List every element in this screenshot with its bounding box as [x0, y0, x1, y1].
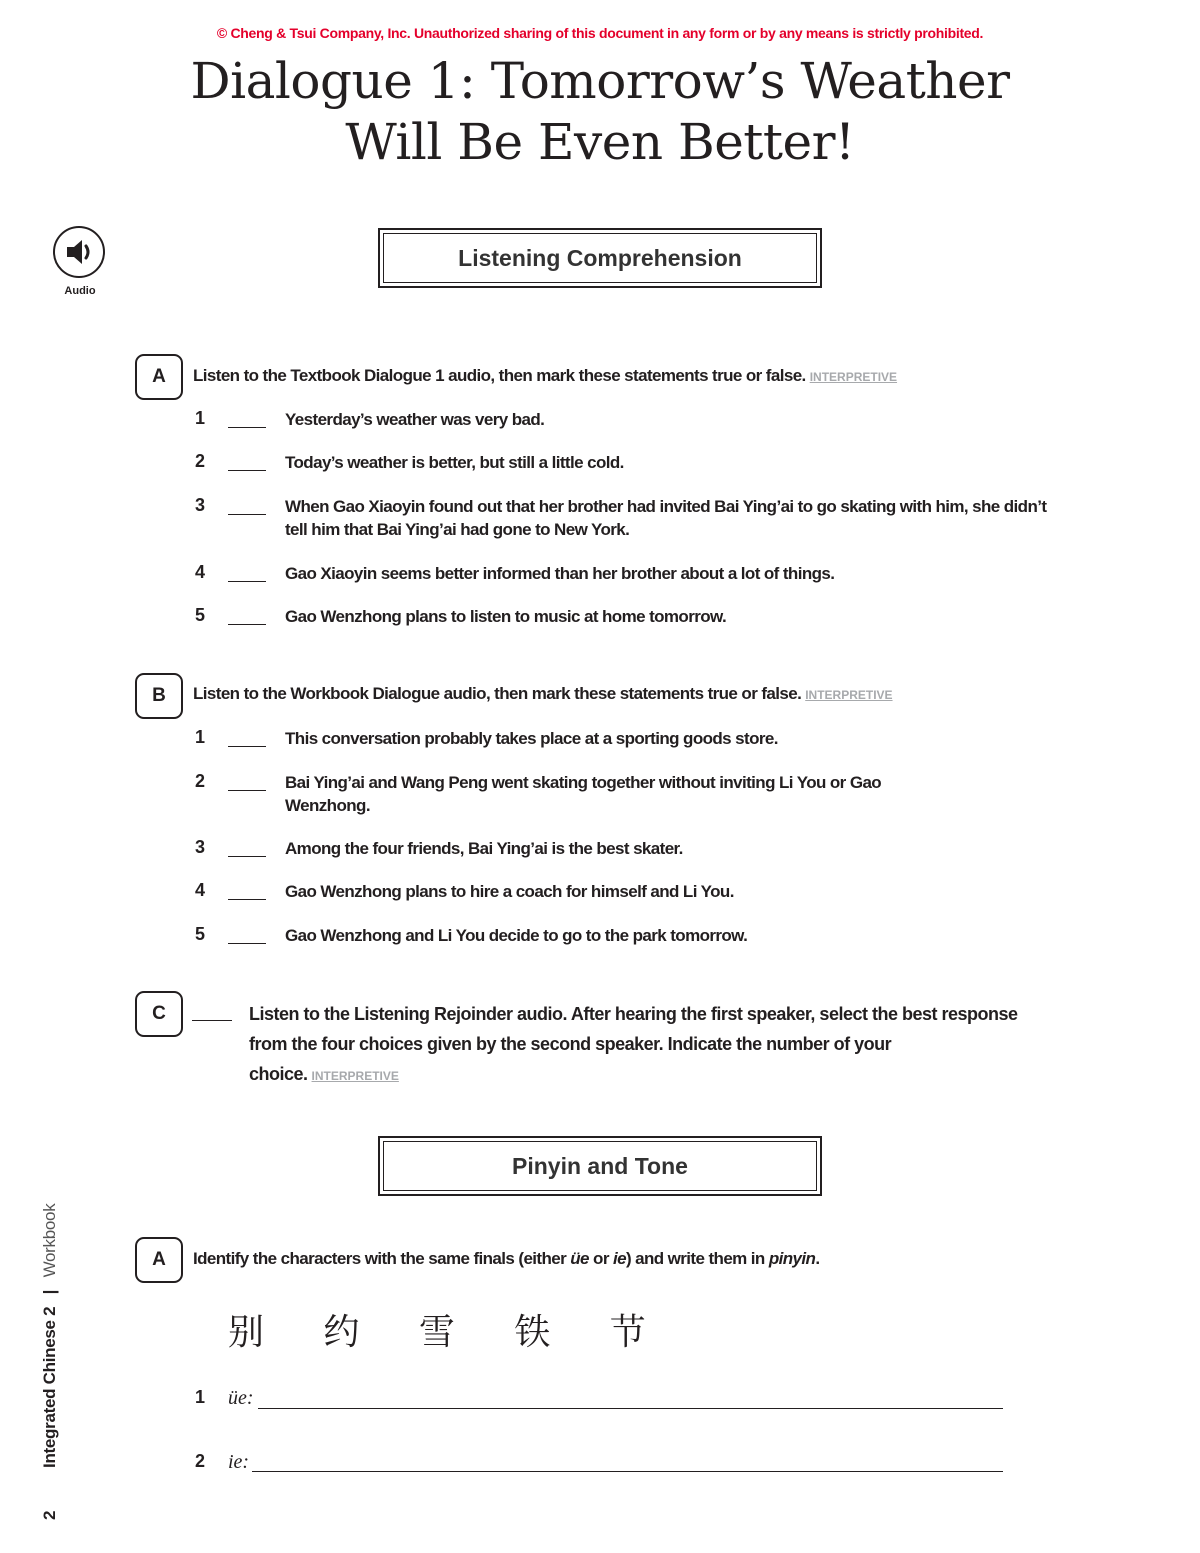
final-ue: üe — [570, 1249, 589, 1268]
statement-text: Among the four friends, Bai Ying’ai is the best skater. — [285, 839, 683, 858]
page-number: 2 — [40, 1510, 59, 1520]
instruction-text: Listen to the Textbook Dialogue 1 audio, then mark these statements true or false. — [193, 366, 806, 385]
item-number: 5 — [195, 605, 206, 625]
statement-text: This conversation probably takes place at a sporting goods store. — [285, 729, 778, 748]
statement-text: Gao Xiaoyin seems better informed than her brother about a lot of things. — [285, 564, 835, 583]
pinyin-part-a-badge: A — [135, 1237, 183, 1283]
instruction-text: Listen to the Workbook Dialogue audio, then mark these statements true or false. — [193, 684, 802, 703]
chinese-characters: 别 约 雪 铁 节 — [228, 1312, 670, 1353]
audio-label: Audio — [64, 285, 96, 297]
section-title: Pinyin and Tone — [383, 1141, 817, 1191]
audio-speaker-icon[interactable] — [53, 226, 105, 278]
answer-blank[interactable] — [228, 899, 266, 900]
book-title: Integrated Chinese 2 — [40, 1306, 59, 1468]
part-b-badge: B — [135, 673, 183, 719]
line-label-ue: üe: — [228, 1387, 254, 1409]
item-number: 3 — [195, 495, 206, 515]
speaker-icon — [55, 228, 103, 276]
answer-blank[interactable] — [228, 943, 266, 944]
item-number: 2 — [195, 451, 206, 471]
statement-text: Gao Wenzhong and Li You decide to go to the park tomorrow. — [285, 926, 748, 945]
item-number: 3 — [195, 837, 206, 857]
line-number: 2 — [195, 1451, 206, 1471]
instruction-text: Identify the characters with the same finals (either — [193, 1249, 571, 1268]
item-number: 2 — [195, 771, 206, 791]
answer-blank[interactable] — [192, 1020, 232, 1021]
answer-blank[interactable] — [228, 581, 266, 582]
answer-blank[interactable] — [228, 746, 266, 747]
copyright-notice: © Cheng & Tsui Company, Inc. Unauthorized sharing of this document in any form or by any means is strictly prohibited. — [216, 25, 984, 41]
answer-blank[interactable] — [228, 790, 266, 791]
section-title: Listening Comprehension — [383, 233, 817, 283]
interpretive-tag: INTERPRETIVE — [311, 1069, 399, 1083]
pinyin-answer-line[interactable] — [258, 1408, 1003, 1409]
statement-text: When Gao Xiaoyin found out that her brother had invited Bai Ying’ai to go skating with him, she didn’t tell him that Bai Ying’ai had gone to New York. — [285, 497, 1047, 539]
book-part: Workbook — [40, 1203, 59, 1278]
answer-blank[interactable] — [228, 427, 266, 428]
part-c-badge: C — [135, 991, 183, 1037]
answer-blank[interactable] — [228, 624, 266, 625]
pinyin-part-a-instruction — [193, 1249, 819, 1269]
interpretive-tag: INTERPRETIVE — [809, 370, 898, 384]
pinyin-word: pinyin — [768, 1249, 816, 1268]
side-footer — [40, 1204, 60, 1520]
statement-text: Today’s weather is better, but still a little cold. — [285, 453, 624, 472]
line-number: 1 — [195, 1387, 206, 1407]
answer-blank[interactable] — [228, 856, 266, 857]
item-number: 4 — [195, 880, 206, 900]
answer-blank[interactable] — [228, 514, 266, 515]
item-number: 1 — [195, 727, 206, 747]
part-a-instruction — [193, 366, 897, 386]
section-header-pinyin — [378, 1136, 822, 1196]
line-label-ie: ie: — [228, 1451, 250, 1473]
separator: | — [40, 1289, 59, 1295]
item-number: 1 — [195, 408, 206, 428]
instruction-text: ) and write them in — [625, 1249, 769, 1268]
item-number: 5 — [195, 924, 206, 944]
section-header-listening — [378, 228, 822, 288]
instruction-text: . — [815, 1249, 820, 1268]
final-ie: ie — [612, 1249, 626, 1268]
item-number: 4 — [195, 562, 206, 582]
part-a-badge: A — [135, 354, 183, 400]
page-title-line-1: Dialogue 1: Tomorrow’s Weather — [190, 52, 1010, 110]
instruction-text: or — [588, 1249, 613, 1268]
answer-blank[interactable] — [228, 470, 266, 471]
pinyin-answer-line[interactable] — [252, 1471, 1003, 1472]
page-title-line-2: Will Be Even Better! — [345, 113, 855, 171]
statement-text: Yesterday’s weather was very bad. — [285, 410, 545, 429]
interpretive-tag: INTERPRETIVE — [805, 688, 893, 702]
statement-text: Gao Wenzhong plans to hire a coach for himself and Li You. — [285, 882, 734, 901]
statement-text: Gao Wenzhong plans to listen to music at home tomorrow. — [285, 607, 727, 626]
part-b-instruction — [193, 684, 893, 704]
instruction-text: Listen to the Listening Rejoinder audio. After hearing the first speaker, select the best response from the four choices given by the second speaker. Indicate the number of your choice. — [249, 1004, 1018, 1084]
part-c-instruction — [249, 999, 1019, 1091]
statement-text: Bai Ying’ai and Wang Peng went skating together without inviting Li You or Gao Wenzhong. — [285, 773, 882, 815]
